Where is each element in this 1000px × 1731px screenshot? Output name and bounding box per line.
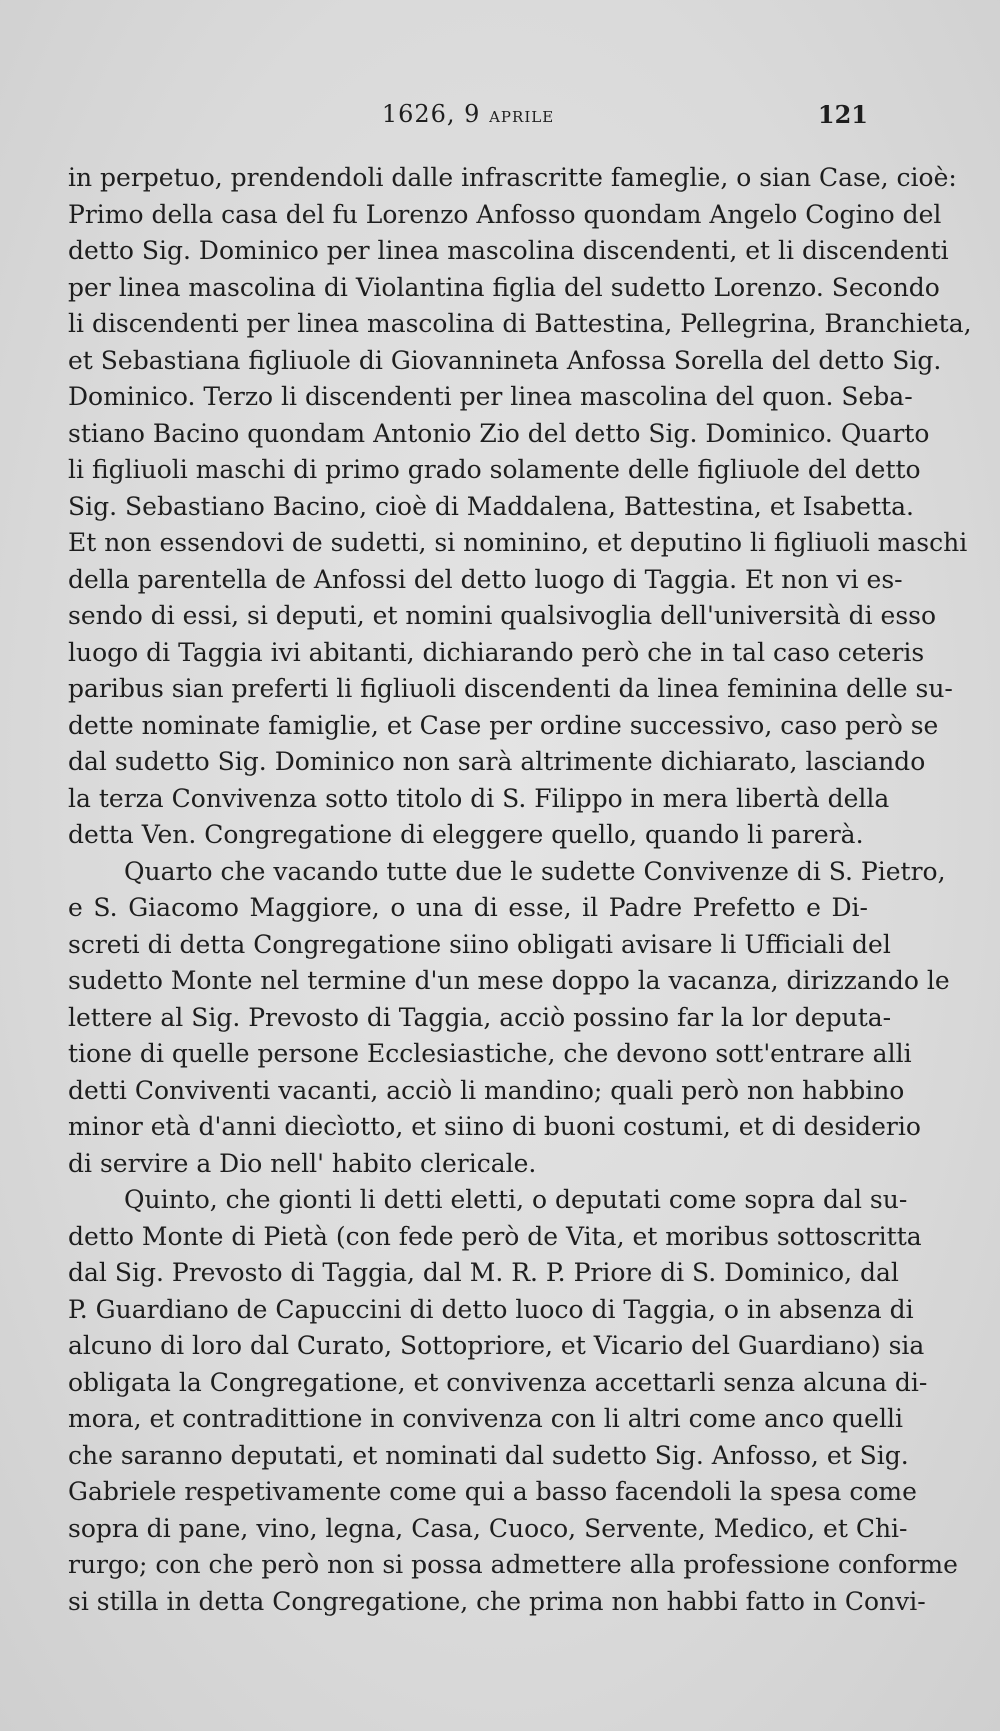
header-year-day: 1626, 9 <box>381 100 481 128</box>
text-line: Dominico. Terzo li discendenti per linea mascolina del quon. Seba- <box>68 382 913 411</box>
text-line: la terza Convivenza sotto titolo di S. Filippo in mera libertà della <box>68 783 890 813</box>
text-line: minor età d'anni diecìotto, et siino di buoni costumi, et di desiderio <box>68 1112 921 1141</box>
text-line: e S. Giacomo Maggiore, o una di esse, il Padre Prefetto e Di- <box>68 893 868 922</box>
text-line: et Sebastiana figliuole di Giovannineta Anfossa Sorella del detto Sig. <box>68 345 942 375</box>
text-line: sendo di essi, si deputi, et nomini qualsivoglia dell'università di esso <box>68 601 937 630</box>
text-line: obligata la Congregatione, et convivenza accettarli senza alcuna di- <box>68 1367 928 1397</box>
text-line: dal Sig. Prevosto di Taggia, dal M. R. P. Priore di S. Dominico, dal <box>68 1258 899 1287</box>
header-month: APRILE <box>489 108 555 126</box>
text-line: paribus sian preferti li figliuoli discendenti da linea feminina delle su- <box>68 674 953 703</box>
text-line: della parentella de Anfossi del detto luogo di Taggia. Et non vi es- <box>68 564 903 594</box>
text-line: sudetto Monte nel termine d'un mese doppo la vacanza, dirizzando le <box>68 966 950 995</box>
text-line: screti di detta Congregatione siino obligati avisare li Ufficiali del <box>68 929 891 959</box>
text-line: luogo di Taggia ivi abitanti, dichiarando però che in tal caso ceteris <box>68 637 925 667</box>
text-line: rurgo; con che però non si possa admettere alla professione conforme <box>68 1550 958 1579</box>
text-line: alcuno di loro dal Curato, Sottopriore, et Vicario del Guardiano) sia <box>68 1331 925 1360</box>
text-line: Primo della casa del fu Lorenzo Anfosso quondam Angelo Cogino del <box>68 199 942 229</box>
text-line: si stilla in detta Congregatione, che prima non habbi fatto in Convi- <box>68 1586 926 1616</box>
text-line: che saranno deputati, et nominati dal sudetto Sig. Anfosso, et Sig. <box>68 1440 909 1470</box>
text-line: detto Monte di Pietà (con fede però de Vita, et moribus sottoscritta <box>68 1221 922 1251</box>
text-line: lettere al Sig. Prevosto di Taggia, acciò possino far la lor deputa- <box>68 1002 892 1032</box>
text-line: mora, et contradittione in convivenza con li altri come anco quelli <box>68 1404 903 1433</box>
text-line: Quarto che vacando tutte due le sudette Convivenze di S. Pietro, <box>124 856 946 886</box>
running-header <box>68 100 868 140</box>
text-line: per linea mascolina di Violantina figlia del sudetto Lorenzo. Secondo <box>68 272 940 302</box>
text-line: sopra di pane, vino, legna, Casa, Cuoco, Servente, Medico, et Chi- <box>68 1513 908 1543</box>
text-line: Et non essendovi de sudetti, si nominino, et deputino li figliuoli maschi <box>68 528 968 557</box>
body-text <box>68 160 972 1620</box>
text-line: detti Conviventi vacanti, acciò li mandino; quali però non habbino <box>68 1075 905 1105</box>
text-line: tione di quelle persone Ecclesiastiche, che devono sott'entrare alli <box>68 1039 912 1068</box>
text-line: stiano Bacino quondam Antonio Zio del detto Sig. Dominico. Quarto <box>68 418 930 448</box>
text-line: in perpetuo, prendendoli dalle infrascritte fameglie, o sian Case, cioè: <box>68 163 957 192</box>
page-number: 121 <box>817 100 868 129</box>
text-line: detto Sig. Dominico per linea mascolina discendenti, et li discendenti <box>68 236 949 265</box>
text-line: dette nominate famiglie, et Case per ordine successivo, caso però se <box>68 710 939 740</box>
text-line: Quinto, che gionti li detti eletti, o deputati come sopra dal su- <box>124 1185 908 1214</box>
text-line: li discendenti per linea mascolina di Battestina, Pellegrina, Branchieta, <box>68 309 972 338</box>
text-line: P. Guardiano de Capuccini di detto luoco di Taggia, o in absenza di <box>68 1294 914 1324</box>
text-line: Sig. Sebastiano Bacino, cioè di Maddalena, Battestina, et Isabetta. <box>68 491 914 521</box>
text-line: dal sudetto Sig. Dominico non sarà altrimente dichiarato, lasciando <box>68 747 926 776</box>
text-line: li figliuoli maschi di primo grado solamente delle figliuole del detto <box>68 455 921 484</box>
header-date <box>68 100 868 128</box>
text-line: di servire a Dio nell' habito clericale. <box>68 1148 537 1178</box>
text-line: Gabriele respetivamente come qui a basso facendoli la spesa come <box>68 1477 917 1506</box>
text-line: detta Ven. Congregatione di eleggere quello, quando li parerà. <box>68 820 864 849</box>
